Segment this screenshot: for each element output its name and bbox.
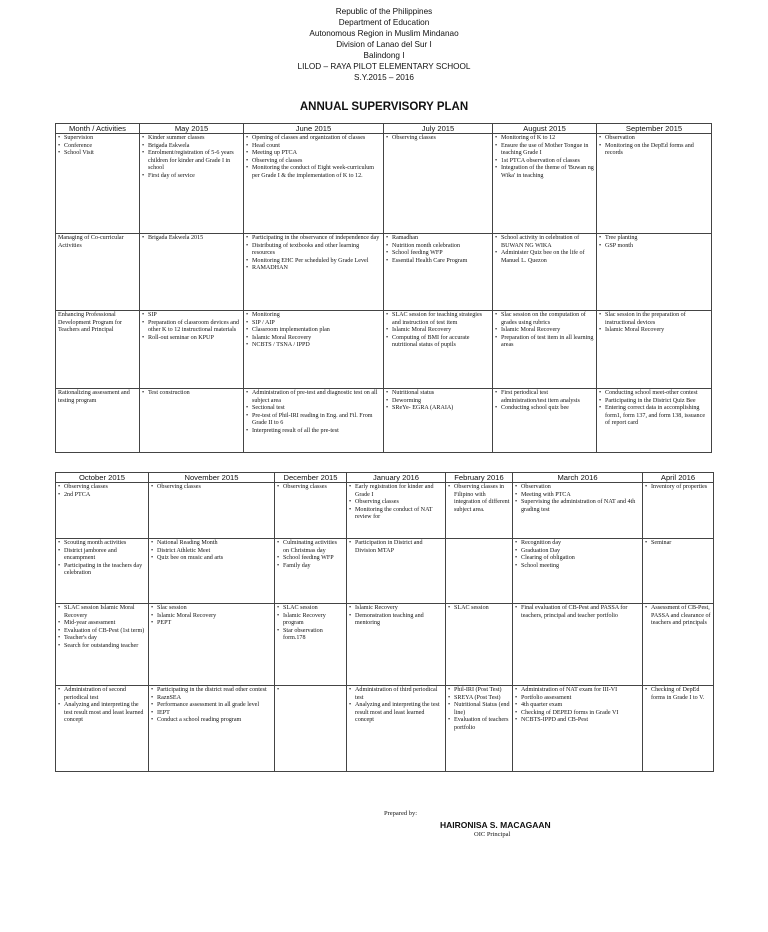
table-cell	[244, 234, 384, 311]
activity-item: • Head count	[246, 143, 381, 151]
table-cell	[643, 604, 714, 686]
table-cell	[275, 483, 347, 539]
activity-item: • Islamic Moral Recovery	[495, 327, 594, 335]
table-cell	[244, 311, 384, 389]
activity-item: • Nutritional status	[386, 390, 490, 398]
table-row	[56, 389, 712, 453]
activity-item: • Administration of second periodical test	[58, 687, 146, 702]
activity-item: • Analyzing and interpreting the test result most and least learned concept	[349, 702, 443, 725]
activity-item: • SLAC session Islamic Moral Recovery	[58, 605, 146, 620]
activity-item: • PEPT	[151, 620, 272, 628]
activity-item: • SReYe- EGRA (ARAIA)	[386, 405, 490, 413]
activity-list	[386, 390, 490, 413]
activity-item: • Supervising the administration of NAT and 4th grading test	[515, 499, 640, 514]
activity-item: • Roll-out seminar on KPUP	[142, 335, 241, 343]
activity-item: • GSP month	[599, 243, 709, 251]
activity-item: • Monitoring EHC Per scheduled by Grade Level	[246, 258, 381, 266]
activity-list	[349, 687, 443, 725]
activity-item: • Checking of DepEd forms in Grade I to V.	[645, 687, 711, 702]
column-header: January 2016	[347, 473, 446, 483]
activity-item: • Participating in the district read other contest	[151, 687, 272, 695]
activity-item: • Assessment of CB-Pest, PASSA and clearance of teachers and principals	[645, 605, 711, 628]
activity-list	[386, 312, 490, 350]
table-cell	[597, 234, 712, 311]
table-cell	[643, 686, 714, 772]
activity-list	[246, 390, 381, 436]
activity-item: • Clearing of obligation	[515, 555, 640, 563]
table-cell	[140, 311, 244, 389]
activity-item: • SLAC session	[448, 605, 510, 613]
activity-item: • School Visit	[58, 150, 137, 158]
activity-item: • Ramadhan	[386, 235, 490, 243]
activity-item: • Participating in the District Quiz Bee	[599, 398, 709, 406]
header-line-republic: Republic of the Philippines	[335, 7, 433, 16]
activity-item: • Monitoring on the DepEd forms and records	[599, 143, 709, 158]
activity-item: • Integration of the theme of 'Buwan ng Wika' in teaching	[495, 165, 594, 180]
activity-item: • Preparation of test item in all learning areas	[495, 335, 594, 350]
activity-item: • Final evaluation of CB-Pest and PASSA for teachers, principal and teacher portfolio	[515, 605, 640, 620]
column-header: Month / Activities	[56, 124, 140, 134]
table-cell	[384, 389, 493, 453]
activity-item: • 1st PTCA observation of classes	[495, 158, 594, 166]
column-header: May 2015	[140, 124, 244, 134]
table-cell	[149, 604, 275, 686]
activity-item: • District Athletic Meet	[151, 548, 272, 556]
activity-item: • Observing classes	[277, 484, 344, 492]
table-cell	[384, 311, 493, 389]
table-cell	[244, 134, 384, 234]
table-cell	[149, 686, 275, 772]
activity-list	[58, 484, 146, 499]
activity-item: • Observing classes	[349, 499, 443, 507]
table-cell	[56, 604, 149, 686]
column-header: April 2016	[643, 473, 714, 483]
activity-item: • Conduct a school reading program	[151, 717, 272, 725]
activity-item: • Meeting up PTCA	[246, 150, 381, 158]
row-label	[56, 134, 140, 234]
activity-list	[246, 312, 381, 350]
activity-item: • Entering correct data in accomplishing form1, form 137, and form 138, issuance of report card	[599, 405, 709, 428]
activity-item: • Monitoring the conduct of Eight week-curriculum per Grade I & the implementation of K to 12.	[246, 165, 381, 180]
activity-list	[142, 390, 241, 398]
activity-item: • Performance assessment in all grade level	[151, 702, 272, 710]
activity-item: • Family day	[277, 563, 344, 571]
table-row	[56, 483, 714, 539]
activity-item: • Kinder summer classes	[142, 135, 241, 143]
activity-item: • Monitoring	[246, 312, 381, 320]
table-cell	[384, 234, 493, 311]
activity-item: • Observation	[515, 484, 640, 492]
activity-item: • Portfolio assessment	[515, 695, 640, 703]
activity-list	[151, 687, 272, 725]
activity-list	[277, 484, 344, 492]
column-header: September 2015	[597, 124, 712, 134]
activity-item: • School feeding WFP	[277, 555, 344, 563]
activity-item: • Ensure the use of Mother Tongue in teaching Grade I	[495, 143, 594, 158]
activity-list	[58, 605, 146, 651]
activity-item: • Conference	[58, 143, 137, 151]
activity-list	[151, 540, 272, 563]
table-cell	[140, 234, 244, 311]
table-cell	[597, 311, 712, 389]
activity-item: • Meeting with PTCA	[515, 492, 640, 500]
activity-item: • SLAC session for teaching strategies and instruction of test item	[386, 312, 490, 327]
table-cell	[446, 539, 513, 604]
activity-item: • SLAC session	[277, 605, 344, 613]
activity-item: • Conducting school meet-other contest	[599, 390, 709, 398]
row-label-text: Enhancing Professional Development Program for Teachers and Principal	[58, 312, 122, 334]
table-cell	[347, 686, 446, 772]
activity-list	[151, 605, 272, 628]
activity-item: • Brigada Eskwela 2015	[142, 235, 241, 243]
header-line-department: Department of Education	[338, 18, 430, 27]
activity-item: • Tree planting	[599, 235, 709, 243]
table-row	[56, 311, 712, 389]
activity-list	[645, 605, 711, 628]
table-cell	[140, 389, 244, 453]
activity-list	[246, 235, 381, 273]
table-cell	[513, 686, 643, 772]
table-cell	[597, 389, 712, 453]
column-header: July 2015	[384, 124, 493, 134]
activity-item: • Observing classes	[386, 135, 490, 143]
activity-list	[142, 135, 241, 181]
activity-item: • Recognition day	[515, 540, 640, 548]
activity-item: • School meeting	[515, 563, 640, 571]
activity-item: • Inventory of properties	[645, 484, 711, 492]
table-cell	[56, 539, 149, 604]
activity-item: • Early registration for kinder and Grade I	[349, 484, 443, 499]
activity-item: • Slac session	[151, 605, 272, 613]
column-header: August 2015	[493, 124, 597, 134]
table-cell	[446, 483, 513, 539]
activity-item: • Deworming	[386, 398, 490, 406]
row-label-text: Managing of Co-curricular Activities	[58, 235, 124, 249]
column-header: February 2016	[446, 473, 513, 483]
activity-item: • Administration of third periodical test	[349, 687, 443, 702]
activity-item: • National Reading Month	[151, 540, 272, 548]
activity-item: • Islamic Recovery	[349, 605, 443, 613]
activity-list	[349, 605, 443, 628]
table-cell	[347, 539, 446, 604]
column-header: November 2015	[149, 473, 275, 483]
table-row	[56, 134, 712, 234]
activity-item: • Analyzing and interpreting the test result most and least learned concept	[58, 702, 146, 725]
activity-item: • Nutritional Status (end line)	[448, 702, 510, 717]
activity-item: • Interpreting result of all the pre-test	[246, 428, 381, 436]
activity-list	[495, 390, 594, 413]
activity-item: • Preparation of classroom devices and other K to 12 instructional materials	[142, 320, 241, 335]
activity-list	[515, 540, 640, 570]
table-cell	[513, 604, 643, 686]
activity-item: • Administration of pre-test and diagnostic test on all subject area	[246, 390, 381, 405]
activity-list	[515, 605, 640, 620]
principal-role: OIC Principal	[474, 831, 511, 838]
table-cell	[493, 389, 597, 453]
row-label	[56, 389, 140, 453]
table-cell	[275, 604, 347, 686]
activity-item: • NCBTS-IPPD and CB-Pest	[515, 717, 640, 725]
table-cell	[446, 686, 513, 772]
activity-list	[515, 687, 640, 725]
row-label	[56, 234, 140, 311]
activity-item: • Evaluation of teachers portfolio	[448, 717, 510, 732]
activity-list	[599, 390, 709, 428]
column-header: March 2016	[513, 473, 643, 483]
column-header: December 2015	[275, 473, 347, 483]
activity-item: • Pre-test of Phil-IRI reading in Eng. and Fil. From Grade II to 6	[246, 413, 381, 428]
table-cell	[446, 604, 513, 686]
activity-item: • Islamic Moral Recovery	[386, 327, 490, 335]
table-cell	[493, 134, 597, 234]
activity-item: • Enrolment/registration of 5-6 years children for kinder and Grade I in school	[142, 150, 241, 173]
activity-list	[151, 484, 272, 492]
principal-name: HAIRONISA S. MACAGAAN	[440, 820, 551, 830]
table-cell	[347, 604, 446, 686]
activity-list	[58, 540, 146, 578]
table-row	[56, 604, 714, 686]
table-cell	[513, 483, 643, 539]
table-cell	[56, 483, 149, 539]
activity-list	[386, 135, 490, 143]
activity-list	[386, 235, 490, 265]
activity-item: • District jamboree and encampment	[58, 548, 146, 563]
table-cell	[513, 539, 643, 604]
activity-item: • Evaluation of CB-Pest (1st term)	[58, 628, 146, 636]
activity-item: • Observing classes in Filipino with integration of different subject area.	[448, 484, 510, 514]
prepared-by-label: Prepared by:	[384, 810, 418, 817]
activity-item: • RaznSEA	[151, 695, 272, 703]
activity-list	[277, 540, 344, 570]
table-cell	[384, 134, 493, 234]
row-label-list	[58, 135, 137, 158]
activity-list	[495, 235, 594, 265]
activity-item: • NCBTS / TSNA / IPPD	[246, 342, 381, 350]
table-cell	[643, 483, 714, 539]
activity-item: • Observing classes	[151, 484, 272, 492]
table-cell	[347, 483, 446, 539]
activity-item: • Participation in District and Division MTAP	[349, 540, 443, 555]
table-cell	[275, 539, 347, 604]
activity-item: • Administer Quiz bee on the life of Manuel L. Quezon	[495, 250, 594, 265]
activity-item: • Test construction	[142, 390, 241, 398]
activity-item: • Checking of DEPED forms in Grade VI	[515, 710, 640, 718]
activity-item: • Distributing of textbooks and other learning resources	[246, 243, 381, 258]
table-row	[56, 539, 714, 604]
activity-item: • 4th quarter exam	[515, 702, 640, 710]
header-line-school-year: S.Y.2015 – 2016	[354, 73, 414, 82]
activity-item: • Culminating activities on Christmas day	[277, 540, 344, 555]
column-header: June 2015	[244, 124, 384, 134]
table-row	[56, 234, 712, 311]
activity-item: • SREYA (Post Test)	[448, 695, 510, 703]
activity-item: • Observing of classes	[246, 158, 381, 166]
activity-item: • Classroom implementation plan	[246, 327, 381, 335]
activity-item: • Computing of BMI for accurate nutritional status of pupils	[386, 335, 490, 350]
activity-item: • Islamic Recovery program	[277, 613, 344, 628]
activity-list	[599, 135, 709, 158]
column-header: October 2015	[56, 473, 149, 483]
table-cell	[140, 134, 244, 234]
activity-item: • First periodical test administration/test item analysis	[495, 390, 594, 405]
activity-list	[448, 687, 510, 733]
activity-item: • Opening of classes and organization of classes	[246, 135, 381, 143]
activity-list	[515, 484, 640, 514]
supervisory-plan-table-1	[55, 123, 712, 453]
activity-item: • SIP / AIP	[246, 320, 381, 328]
activity-item: • Participating in the observance of independence day	[246, 235, 381, 243]
activity-item: • 2nd PTCA	[58, 492, 146, 500]
table-cell	[149, 539, 275, 604]
activity-item: • Supervision	[58, 135, 137, 143]
activity-item: • Star observation form.178	[277, 628, 344, 643]
activity-item: • Islamic Moral Recovery	[246, 335, 381, 343]
document-title: ANNUAL SUPERVISORY PLAN	[299, 101, 469, 113]
activity-item: • Nutrition month celebration	[386, 243, 490, 251]
activity-list	[277, 605, 344, 643]
activity-item: • Phil-IRI (Post Test)	[448, 687, 510, 695]
activity-list	[645, 687, 711, 702]
table-cell	[149, 483, 275, 539]
activity-list	[142, 235, 241, 243]
table-row	[56, 686, 714, 772]
activity-item: • Islamic Moral Recovery	[599, 327, 709, 335]
table-cell	[56, 686, 149, 772]
activity-item: • IEPT	[151, 710, 272, 718]
activity-list	[246, 135, 381, 181]
activity-list	[349, 484, 443, 522]
activity-item: • Search for outstanding teacher	[58, 643, 146, 651]
activity-item: • Monitoring of K to 12	[495, 135, 594, 143]
activity-item: • Slac session in the preparation of instructional devices	[599, 312, 709, 327]
header-line-region: Autonomous Region in Muslim Mindanao	[309, 29, 459, 38]
table-cell	[643, 539, 714, 604]
activity-list	[58, 687, 146, 725]
activity-list	[645, 484, 711, 492]
activity-item: • Administration of NAT exam for III-VI	[515, 687, 640, 695]
activity-item: • Islamic Moral Recovery	[151, 613, 272, 621]
activity-item: • Quiz bee on music and arts	[151, 555, 272, 563]
activity-item: • Conducting school quiz bee	[495, 405, 594, 413]
activity-list	[599, 235, 709, 250]
activity-item: • Demonstration teaching and mentoring	[349, 613, 443, 628]
activity-item: • Slac session on the computation of grades using rubrics	[495, 312, 594, 327]
activity-list	[142, 312, 241, 342]
table-cell	[244, 389, 384, 453]
activity-item: • Scouting month activities	[58, 540, 146, 548]
activity-item: • Mid-year assessment	[58, 620, 146, 628]
table-cell	[275, 686, 347, 772]
table-cell	[597, 134, 712, 234]
supervisory-plan-table-2	[55, 472, 714, 772]
activity-list	[645, 540, 711, 548]
activity-item: • First day of service	[142, 173, 241, 181]
activity-list	[448, 484, 510, 514]
activity-item: • Observation	[599, 135, 709, 143]
activity-list	[599, 312, 709, 335]
activity-item: • Teacher's day	[58, 635, 146, 643]
activity-list	[495, 312, 594, 350]
header-line-school: LILOD – RAYA PILOT ELEMENTARY SCHOOL	[297, 62, 471, 71]
activity-item: • Sectional test	[246, 405, 381, 413]
table-cell	[493, 311, 597, 389]
row-label	[56, 311, 140, 389]
activity-item: • School activity in celebration of BUWAN NG WIKA	[495, 235, 594, 250]
table-cell	[493, 234, 597, 311]
activity-item: • Graduation Day	[515, 548, 640, 556]
activity-list	[495, 135, 594, 181]
activity-item: • RAMADHAN	[246, 265, 381, 273]
row-label-text: Rationalizing assessment and testing program	[58, 390, 130, 404]
activity-item: • Brigada Eskwela	[142, 143, 241, 151]
activity-item: • School feeding WFP	[386, 250, 490, 258]
activity-item: • Seminar	[645, 540, 711, 548]
activity-item: • Participating in the teachers day celebration	[58, 563, 146, 578]
activity-list	[349, 540, 443, 555]
activity-item: • Essential Health Care Program	[386, 258, 490, 266]
activity-list	[448, 605, 510, 613]
activity-item: • SIP	[142, 312, 241, 320]
activity-item: • Observing classes	[58, 484, 146, 492]
header-line-division: Division of Lanao del Sur I	[336, 40, 432, 49]
header-line-district: Balindong I	[363, 51, 405, 60]
activity-item: • Monitoring the conduct of NAT review for	[349, 507, 443, 522]
